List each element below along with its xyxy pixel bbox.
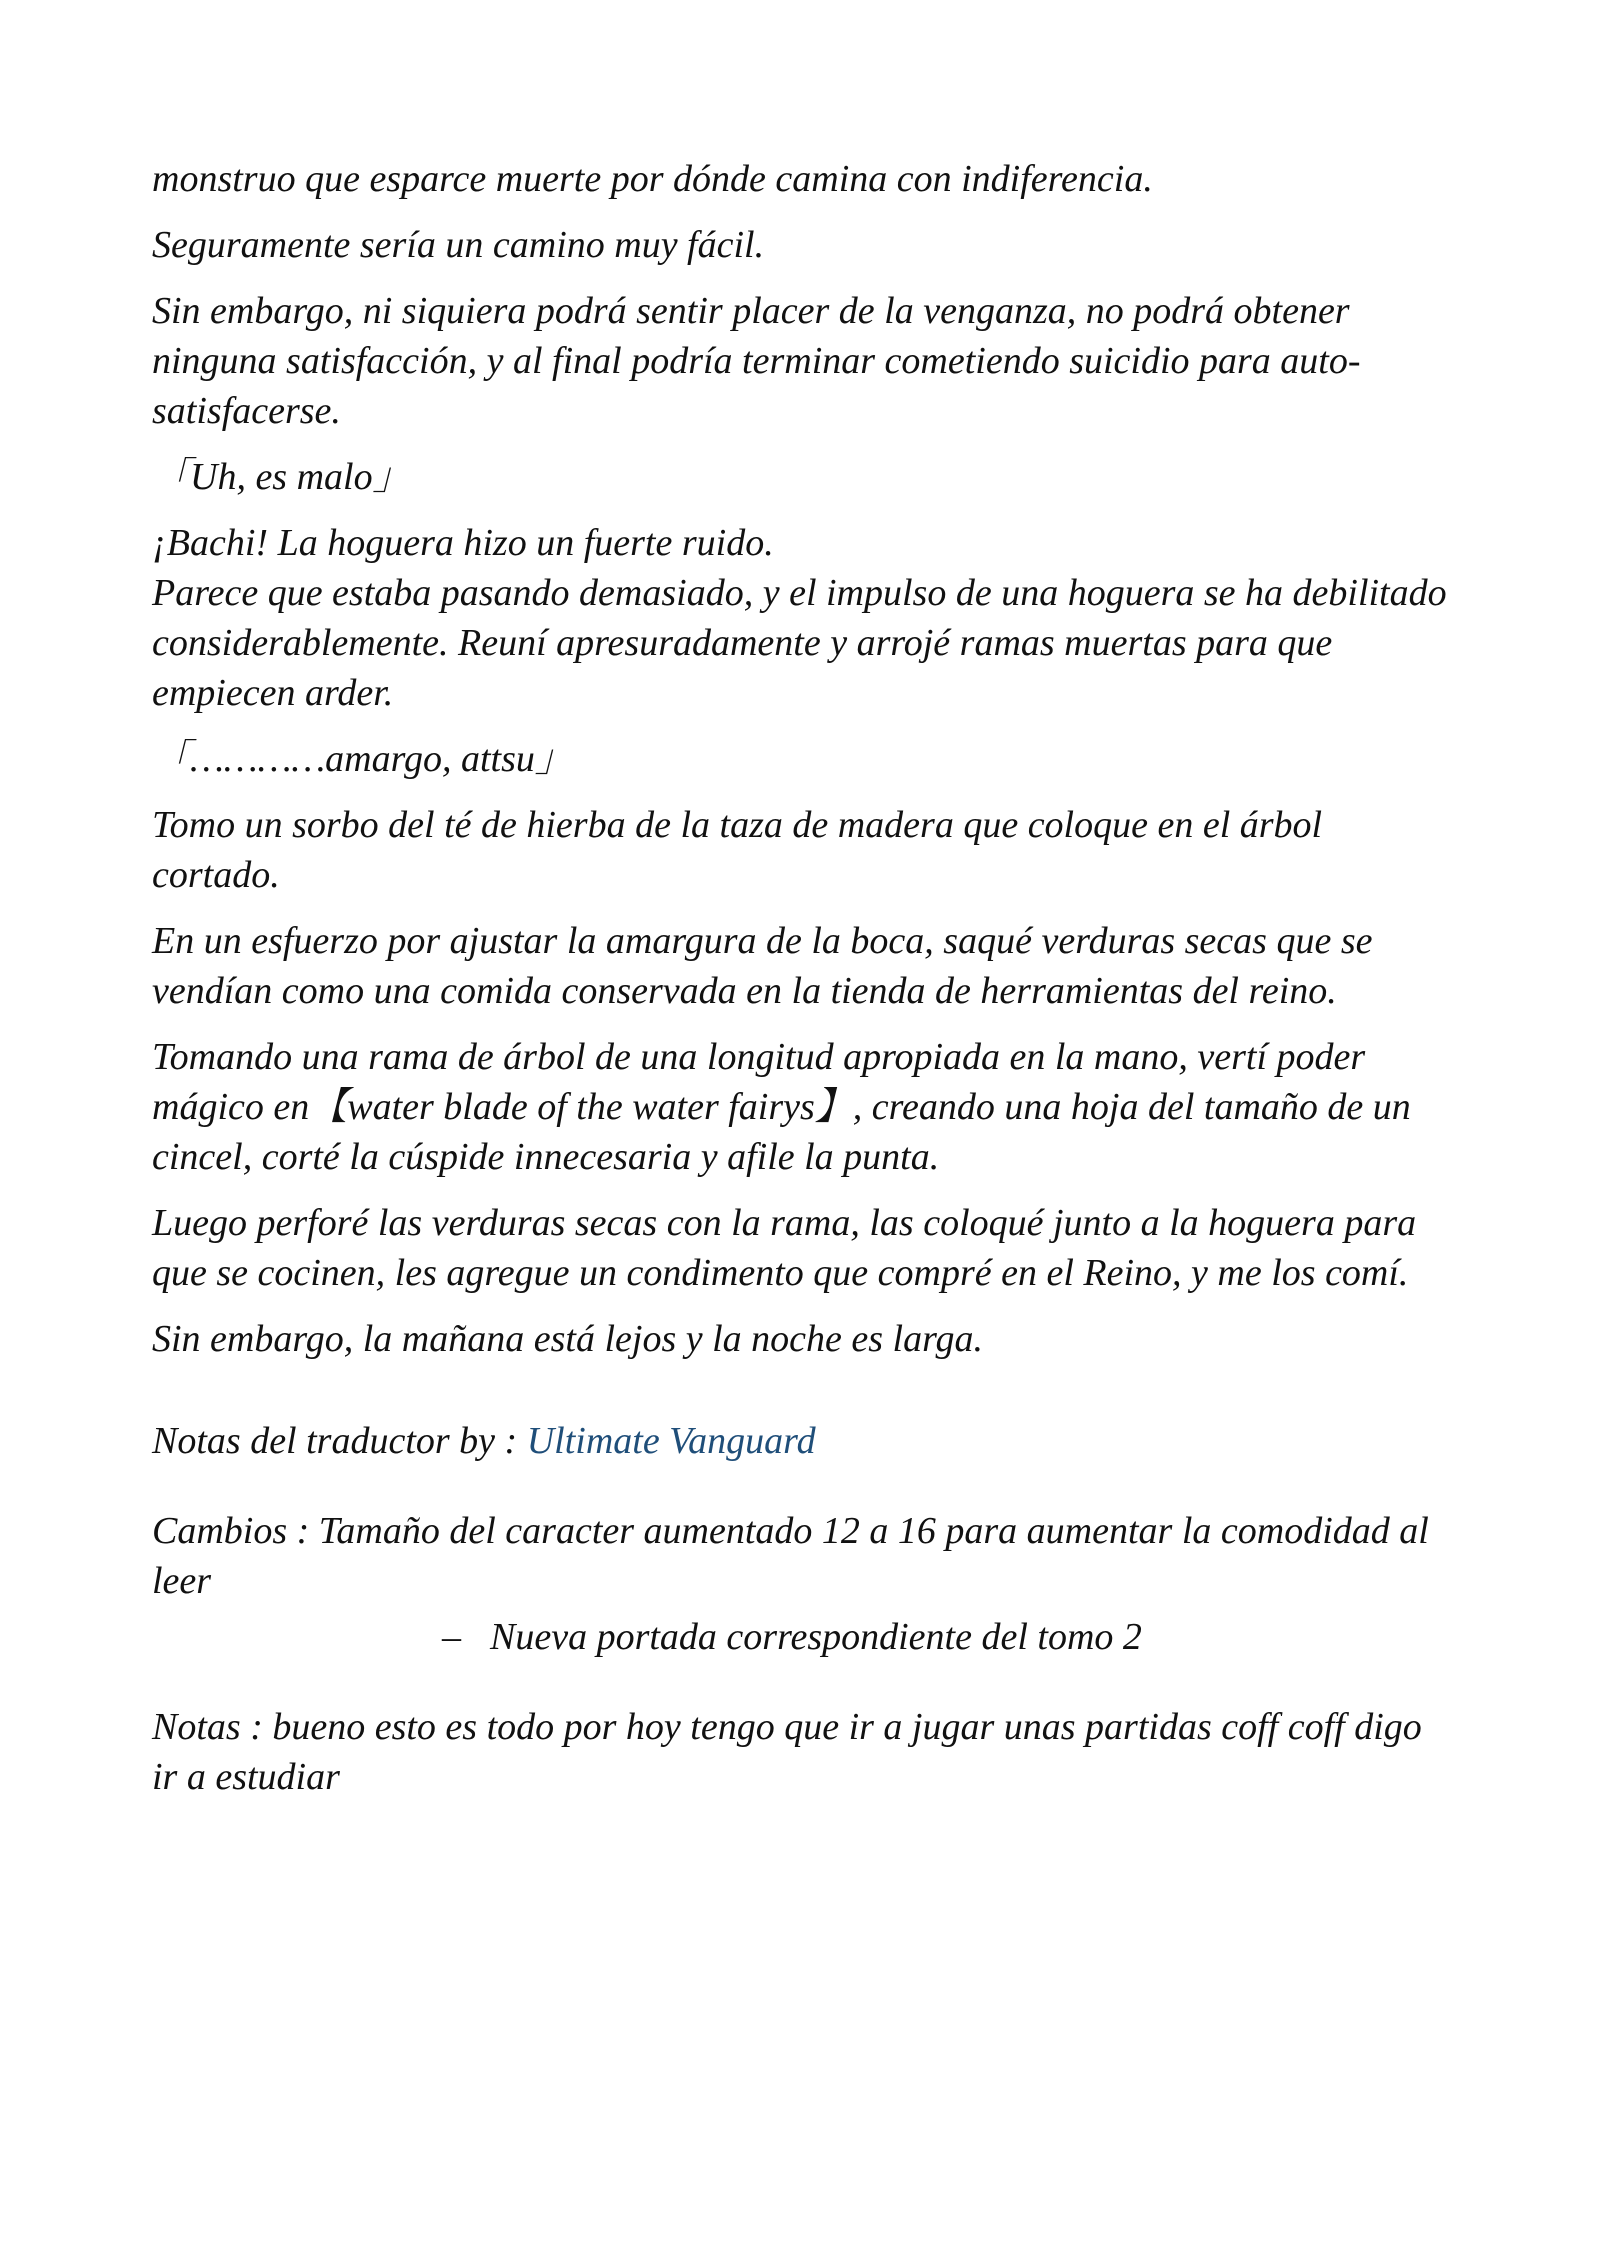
paragraph-10: Sin embargo, la mañana está lejos y la noche es larga. — [152, 1318, 983, 1360]
notes-text: Notas : bueno esto es todo por hoy tengo que ir a jugar unas partidas coff coff digo ir a estudiar — [152, 1706, 1422, 1798]
paragraph-7: En un esfuerzo por ajustar la amargura de la boca, saqué verduras secas que se vendían como una comida conservada en la tienda de herramientas del reino. — [152, 920, 1373, 1012]
paragraph-5: Parece que estaba pasando demasiado, y el impulso de una hoguera se ha debilitado considerablemente. Reuní apresuradamente y arrojé ramas muertas para que empiecen arder. — [152, 572, 1447, 714]
paragraph-8: Tomando una rama de árbol de una longitud apropiada en la mano, vertí poder mágico en【water blade of the water fairys】, creando una hoja del tamaño de un cincel, corté la cúspide innecesaria y afile la punta. — [152, 1036, 1411, 1178]
translator-note-label: Notas del traductor by : — [152, 1420, 527, 1462]
paragraph-2: Seguramente sería un camino muy fácil. — [152, 224, 765, 266]
paragraph-6: Tomo un sorbo del té de hierba de la taza de madera que coloque en el árbol cortado. — [152, 804, 1323, 896]
changes-text: Cambios : Tamaño del caracter aumentado 12 a 16 para aumentar la comodidad al leer — [152, 1510, 1429, 1602]
paragraph-9: Luego perforé las verduras secas con la rama, las coloqué junto a la hoguera para que se cocinen, les agregue un condimento que compré en el Reino, y me los comí. — [152, 1202, 1417, 1294]
document-page — [152, 154, 1452, 1818]
changes-list-item — [442, 1612, 1452, 1662]
dialogue-2: 「…………amargo, attsu」 — [152, 738, 573, 780]
dash-bullet: – — [442, 1616, 461, 1658]
translator-name-link[interactable]: Ultimate Vanguard — [526, 1420, 816, 1462]
changes-item-text: Nueva portada correspondiente del tomo 2 — [490, 1616, 1142, 1658]
translator-note — [152, 1416, 1452, 1466]
paragraph-3: Sin embargo, ni siquiera podrá sentir placer de la venganza, no podrá obtener ninguna satisfacción, y al final podría terminar cometiendo suicidio para auto-satisfacerse. — [152, 290, 1361, 432]
dialogue-1: 「Uh, es malo」 — [152, 456, 411, 498]
paragraph-1: monstruo que esparce muerte por dónde camina con indiferencia. — [152, 158, 1153, 200]
paragraph-4: ¡Bachi! La hoguera hizo un fuerte ruido. — [152, 522, 774, 564]
